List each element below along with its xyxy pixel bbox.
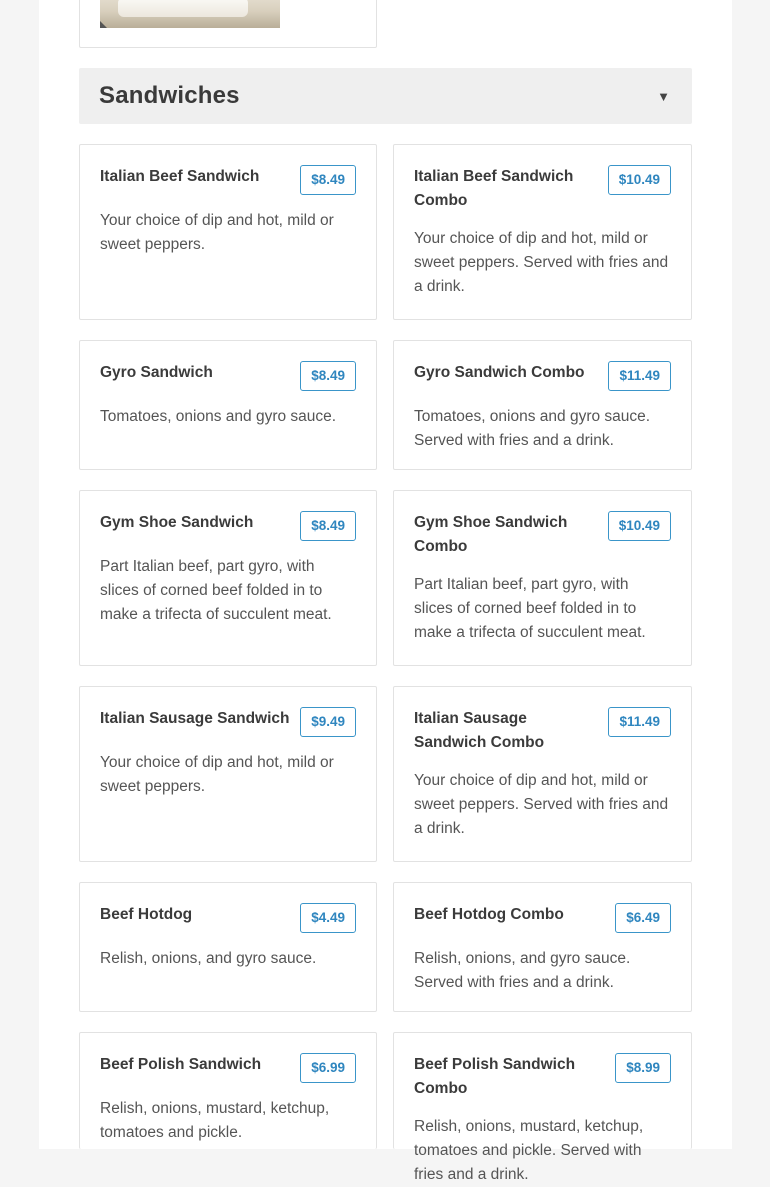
menu-item-description: Part Italian beef, part gyro, with slices of corned beef folded in to make a trifecta of succulent meat. <box>414 576 646 641</box>
menu-item-description: Relish, onions, mustard, ketchup, tomatoes and pickle. <box>100 1100 330 1141</box>
menu-item-card[interactable] <box>79 490 377 666</box>
price-badge: $6.49 <box>615 903 671 933</box>
price-badge: $11.49 <box>608 707 671 737</box>
menu-item-card[interactable] <box>79 882 377 1012</box>
price-badge: $9.49 <box>300 707 356 737</box>
menu-item-name: Beef Polish Sandwich <box>100 1056 262 1073</box>
menu-item-description: Tomatoes, onions and gyro sauce. Served with fries and a drink. <box>414 408 651 449</box>
menu-item-description: Your choice of dip and hot, mild or sweet peppers. <box>100 212 334 253</box>
price-badge: $10.49 <box>608 511 671 541</box>
menu-item-name: Gym Shoe Sandwich <box>100 514 254 531</box>
menu-item-name: Italian Beef Sandwich <box>100 168 260 185</box>
menu-item-name: Gyro Sandwich <box>100 364 213 381</box>
menu-item-description: Your choice of dip and hot, mild or sweet peppers. Served with fries and a drink. <box>414 772 669 837</box>
menu-item-name: Beef Hotdog <box>100 906 193 923</box>
section-title: Sandwiches <box>99 82 240 109</box>
menu-item-description: Tomatoes, onions and gyro sauce. <box>100 408 337 425</box>
menu-item-description: Relish, onions, and gyro sauce. Served with fries and a drink. <box>414 950 631 991</box>
menu-item-card[interactable] <box>393 144 692 320</box>
menu-item-card[interactable] <box>393 882 692 1012</box>
menu-item-card[interactable] <box>79 340 377 470</box>
menu-item-name: Beef Hotdog Combo <box>414 906 564 923</box>
menu-item-description: Relish, onions, mustard, ketchup, tomatoes and pickle. Served with fries and a drink. <box>414 1118 644 1183</box>
menu-item-description: Your choice of dip and hot, mild or sweet peppers. <box>100 754 334 795</box>
menu-item-name: Beef Polish Sandwich Combo <box>414 1056 576 1097</box>
price-badge: $10.49 <box>608 165 671 195</box>
menu-item-card[interactable] <box>393 1032 692 1183</box>
food-thumbnail-image[interactable] <box>100 0 280 28</box>
price-badge: $8.99 <box>615 1053 671 1083</box>
price-badge: $8.49 <box>300 165 356 195</box>
menu-item-description: Part Italian beef, part gyro, with slices of corned beef folded in to make a trifecta of succulent meat. <box>100 558 332 623</box>
menu-item-description: Your choice of dip and hot, mild or sweet peppers. Served with fries and a drink. <box>414 230 669 295</box>
menu-item-card[interactable] <box>79 144 377 320</box>
menu-item-card[interactable] <box>79 686 377 862</box>
price-badge: $8.49 <box>300 361 356 391</box>
previous-menu-item-card[interactable] <box>79 0 377 48</box>
chevron-down-icon[interactable]: ▼ <box>657 88 670 104</box>
price-badge: $11.49 <box>608 361 671 391</box>
price-badge: $6.99 <box>300 1053 356 1083</box>
price-badge: $8.49 <box>300 511 356 541</box>
menu-item-name: Italian Sausage Sandwich <box>100 710 290 727</box>
section-header-sandwiches[interactable] <box>79 68 692 124</box>
menu-item-name: Italian Beef Sandwich Combo <box>414 168 574 209</box>
menu-item-name: Gym Shoe Sandwich Combo <box>414 514 568 555</box>
price-badge: $4.49 <box>300 903 356 933</box>
menu-item-name: Italian Sausage Sandwich Combo <box>414 710 545 751</box>
menu-item-card[interactable] <box>393 490 692 666</box>
menu-item-card[interactable] <box>79 1032 377 1149</box>
menu-item-name: Gyro Sandwich Combo <box>414 364 585 381</box>
menu-item-card[interactable] <box>393 340 692 470</box>
menu-item-description: Relish, onions, and gyro sauce. <box>100 950 317 967</box>
menu-item-card[interactable] <box>393 686 692 862</box>
